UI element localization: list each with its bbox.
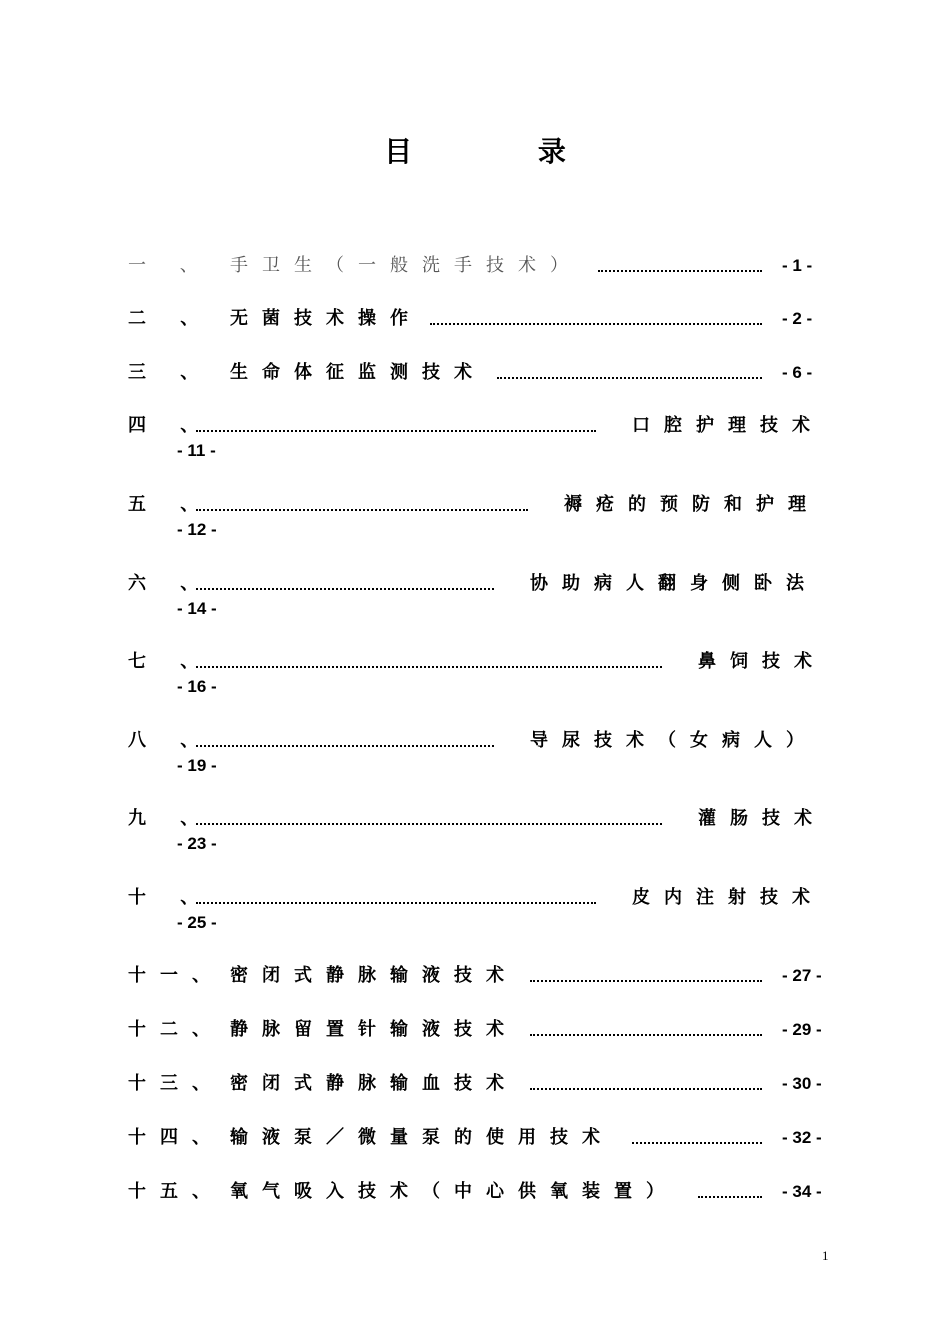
- entry-number: 七 、: [128, 651, 213, 672]
- entry-page: - 11 -: [177, 441, 216, 460]
- entry-page: - 32 -: [782, 1128, 822, 1147]
- entry-page: - 19 -: [177, 756, 217, 775]
- dot-leader: [530, 1034, 762, 1036]
- entry-number: 十三、: [128, 1073, 224, 1094]
- entry-number: 十四、: [128, 1127, 224, 1148]
- entry-page: - 34 -: [782, 1182, 822, 1201]
- dot-leader: [598, 270, 762, 272]
- toc-entry[interactable]: [0, 493, 950, 539]
- toc-entry[interactable]: [0, 807, 950, 853]
- toc-entry[interactable]: [0, 1126, 950, 1150]
- dot-leader: [196, 666, 662, 668]
- dot-leader: [497, 377, 762, 379]
- entry-number: 九 、: [128, 808, 213, 829]
- entry-number: 十二、: [128, 1019, 224, 1040]
- toc-entry[interactable]: [0, 361, 950, 385]
- dot-leader: [530, 1088, 762, 1090]
- entry-title: 密闭式静脉输血技术: [230, 1073, 518, 1094]
- dot-leader: [196, 430, 596, 432]
- entry-number: 六 、: [128, 573, 213, 594]
- toc-entry[interactable]: [0, 964, 950, 988]
- entry-page: - 27 -: [782, 966, 822, 985]
- entry-title: 导尿技术（女病人）: [530, 730, 818, 751]
- toc-entry[interactable]: [0, 650, 950, 696]
- entry-number: 三 、: [128, 362, 213, 383]
- toc-entry[interactable]: [0, 254, 950, 278]
- entry-page: - 14 -: [177, 599, 217, 618]
- entry-page: - 29 -: [782, 1020, 822, 1039]
- dot-leader: [698, 1196, 762, 1198]
- entry-number: 四 、: [128, 415, 213, 436]
- entry-title: 口腔护理技术: [632, 415, 824, 436]
- entry-number: 二 、: [128, 308, 213, 329]
- dot-leader: [530, 980, 762, 982]
- entry-number: 五 、: [128, 494, 213, 515]
- toc-entry[interactable]: [0, 307, 950, 331]
- entry-page: - 16 -: [177, 677, 217, 696]
- dot-leader: [196, 509, 528, 511]
- entry-title: 静脉留置针输液技术: [230, 1019, 518, 1040]
- entry-title: 氧气吸入技术（中心供氧装置）: [230, 1181, 678, 1202]
- entry-title: 皮内注射技术: [632, 887, 824, 908]
- entry-number: 一 、: [128, 255, 212, 276]
- dot-leader: [632, 1142, 762, 1144]
- entry-title: 手卫生（一般洗手技术）: [230, 255, 582, 276]
- dot-leader: [430, 323, 762, 325]
- toc-entry[interactable]: [0, 1072, 950, 1096]
- toc-entry[interactable]: [0, 414, 950, 460]
- entry-title: 无菌技术操作: [230, 308, 422, 329]
- entry-number: 十 、: [128, 887, 213, 908]
- dot-leader: [196, 902, 596, 904]
- toc-entry[interactable]: [0, 1180, 950, 1204]
- entry-page: - 30 -: [782, 1074, 822, 1093]
- toc-entry[interactable]: [0, 729, 950, 775]
- entry-title: 密闭式静脉输液技术: [230, 965, 518, 986]
- entry-page: - 2 -: [782, 309, 813, 328]
- dot-leader: [196, 588, 494, 590]
- entry-page: - 6 -: [782, 363, 813, 382]
- entry-number: 十一、: [128, 965, 224, 986]
- entry-page: - 23 -: [177, 834, 217, 853]
- entry-page: - 12 -: [177, 520, 217, 539]
- footer-page-number: 1: [822, 1248, 829, 1263]
- toc-entry[interactable]: [0, 1018, 950, 1042]
- entry-page: - 1 -: [782, 256, 813, 275]
- entry-title: 灌肠技术: [698, 808, 826, 829]
- page-title: 目 录: [384, 135, 624, 168]
- entry-number: 十五、: [128, 1181, 224, 1202]
- entry-title: 褥疮的预防和护理: [564, 494, 820, 515]
- dot-leader: [196, 745, 494, 747]
- entry-title: 输液泵／微量泵的使用技术: [230, 1127, 614, 1148]
- toc-entry[interactable]: [0, 572, 950, 618]
- entry-number: 八 、: [128, 730, 213, 751]
- entry-title: 鼻饲技术: [698, 651, 826, 672]
- toc-entry[interactable]: [0, 886, 950, 932]
- entry-title: 生命体征监测技术: [230, 362, 486, 383]
- entry-page: - 25 -: [177, 913, 217, 932]
- entry-title: 协助病人翻身侧卧法: [530, 573, 818, 594]
- dot-leader: [196, 823, 662, 825]
